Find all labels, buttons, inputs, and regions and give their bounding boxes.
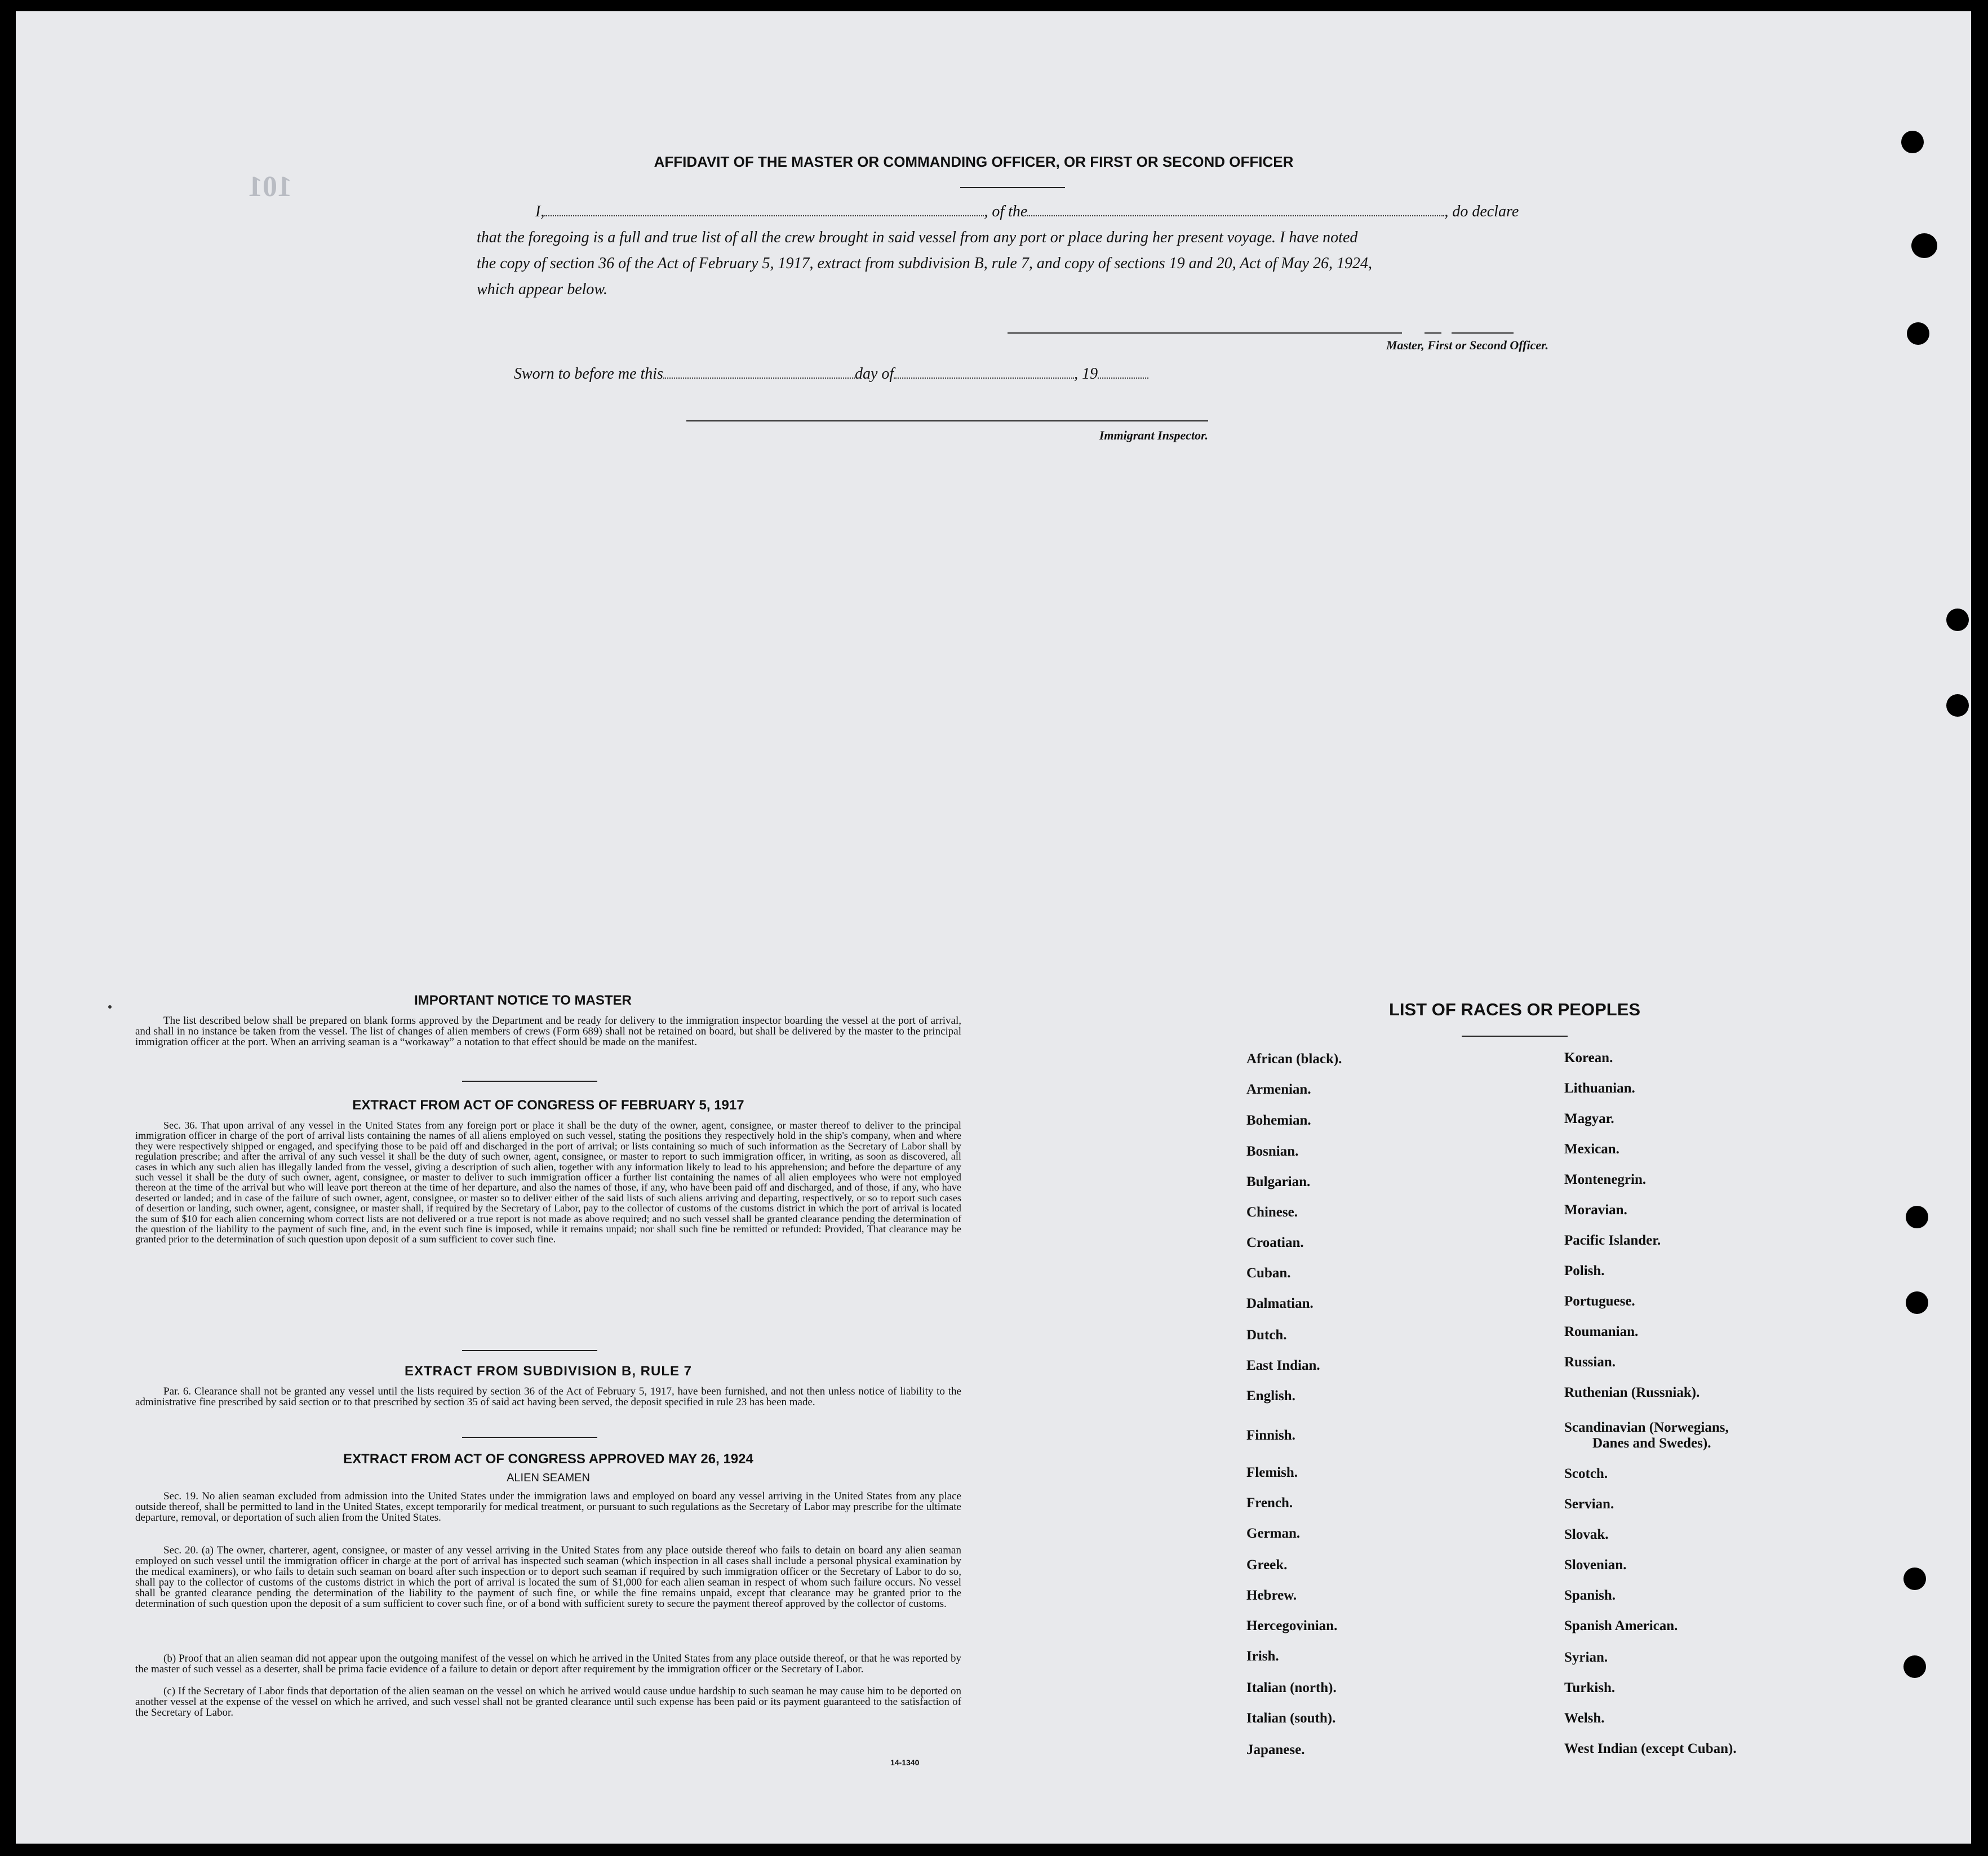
extract-1917-title: EXTRACT FROM ACT OF CONGRESS OF FEBRUARY 5, 1917 <box>352 1098 744 1113</box>
race-item: Scandinavian (Norwegians, <box>1564 1420 1729 1435</box>
race-item: Bulgarian. <box>1246 1174 1311 1189</box>
divider <box>960 187 1065 188</box>
extract-rule7-text: Par. 6. Clearance shall not be granted any vessel until the lists required by section 36 of the Act of February 5, 1917, have been furnished, and not then unless notice of liability to the administrative fine prescribed by said section or to that prescribed by section 35 of said act having been served, the deposit specified in rule 23 has been made. <box>135 1386 961 1408</box>
race-item: Russian. <box>1564 1355 1616 1370</box>
inspector-signature-label: Immigrant Inspector. <box>1099 428 1208 442</box>
race-item: African (black). <box>1246 1051 1342 1067</box>
affidavit-declare-label: , do declare <box>1444 203 1519 220</box>
race-item: Armenian. <box>1246 1082 1311 1097</box>
affidavit-i-label: I, <box>535 203 545 220</box>
master-signature-label: Master, First or Second Officer. <box>1386 338 1548 352</box>
race-item: Moravian. <box>1564 1202 1627 1218</box>
race-item: Irish. <box>1246 1649 1279 1664</box>
race-item: Dutch. <box>1246 1327 1287 1343</box>
sec20b-text: (b) Proof that an alien seaman did not appear upon the outgoing manifest of the vessel on which he arrived in the United States from any place outside thereof, or that he was reported by the master of such vessel as a deserter, shall be prima facie evidence of a failure to detain or deport after requirement by the immigration officer or the Secretary of Labor. <box>135 1653 961 1675</box>
race-item: Ruthenian (Russniak). <box>1564 1385 1700 1400</box>
race-item: Hebrew. <box>1246 1588 1297 1603</box>
race-item: Lithuanian. <box>1564 1081 1635 1096</box>
race-item: German. <box>1246 1526 1301 1541</box>
race-item: Spanish American. <box>1564 1618 1678 1633</box>
affidavit-line-4: which appear below. <box>477 281 608 298</box>
race-item: Servian. <box>1564 1497 1614 1512</box>
race-item: Scotch. <box>1564 1466 1608 1481</box>
document-page <box>16 11 1971 1844</box>
race-item: Finnish. <box>1246 1428 1295 1443</box>
race-item: Dalmatian. <box>1246 1296 1314 1311</box>
punch-hole <box>1907 322 1929 345</box>
race-item: Bohemian. <box>1246 1113 1311 1128</box>
race-item: French. <box>1246 1495 1293 1511</box>
race-item: Mexican. <box>1564 1142 1619 1157</box>
punch-hole <box>1901 131 1924 153</box>
race-item: Roumanian. <box>1564 1324 1639 1339</box>
name-blank[interactable] <box>544 215 984 216</box>
race-item: Danes and Swedes). <box>1592 1436 1711 1451</box>
extract-rule7-title: EXTRACT FROM SUBDIVISION B, RULE 7 <box>404 1364 693 1379</box>
race-item: Chinese. <box>1246 1205 1298 1220</box>
sec20c-text: (c) If the Secretary of Labor finds that deportation of the alien seaman on the vessel on which he arrived would cause undue hardship to such seaman he may cause him to be deported on another vessel at the expense of the vessel on which he arrived, and such vessel shall not be granted clearance until such expense has been paid or its payment guaranteed to the satisfaction of the Secretary of Labor. <box>135 1685 961 1719</box>
punch-hole <box>1903 1655 1926 1678</box>
divider <box>462 1350 597 1351</box>
race-item: Polish. <box>1564 1263 1605 1278</box>
race-item: Japanese. <box>1246 1742 1305 1757</box>
race-item: English. <box>1246 1388 1295 1404</box>
form-number: 14-1340 <box>890 1758 920 1767</box>
month-blank[interactable] <box>894 378 1074 379</box>
affidavit-line-1 <box>535 203 1519 221</box>
affidavit-line-2: that the foregoing is a full and true list of all the crew brought in said vessel from any port or place during her present voyage. I have noted <box>477 229 1358 246</box>
bullet-mark <box>108 1005 112 1009</box>
race-item: Croatian. <box>1246 1235 1304 1250</box>
margin-stamp: 101 <box>248 171 292 203</box>
year-label: , 19 <box>1074 365 1098 383</box>
day-of-label: day of <box>854 365 894 383</box>
punch-hole <box>1906 1206 1928 1228</box>
race-item: Greek. <box>1246 1557 1288 1573</box>
race-item: Slovak. <box>1564 1527 1609 1542</box>
race-item: Flemish. <box>1246 1465 1298 1480</box>
sec19-text: Sec. 19. No alien seaman excluded from admission into the United States under the immigration laws and employed on board any vessel arriving in the United States from any place outside thereof, shall be permitted to land in the United States, except temporarily for medical treatment, or pursuant to such regulations as the Secretary of Labor may prescribe for the ultimate departure, removal, or deportation of such alien from the United States. <box>135 1490 961 1524</box>
race-item: East Indian. <box>1246 1358 1320 1373</box>
punch-hole <box>1911 233 1937 258</box>
extract-1917-text: Sec. 36. That upon arrival of any vessel in the United States from any foreign port or place it shall be the duty of the owner, agent, consignee, or master thereof to deliver to the principal immigration officer in charge of the port of arrival lists containing the names of all aliens employed on such vessel, stating the positions they respectively hold in the ship's company, when and where they were respectively shipped or engaged, and specifying those to be paid off and discharged in the port of arrival; or lists containing so much of such information as the Secretary of Labor shall by regulation prescribe; and after the arrival of any such vessel it shall be the duty of such owner, agent, consignee, or master to report to such immigration officer, in writing, as soon as discovered, all cases in which any such alien has illegally landed from the vessel, giving a description of such alien, together with any information likely to lead to his apprehension; and before the departure of any such vessel it shall be the duty of such owner, agent, consignee, or master to deliver to such immigration officer a further list containing the names of all alien employees who were not employed thereon at the time of the arrival but who will leave port thereon at the time of her departure, and also the names of those, if any, who have been paid off and discharged, and of those, if any, who have deserted or landed; and in case of the failure of such owner, agent, consignee, or master so to deliver either of the said lists of such aliens arriving and departing, respectively, or so to report such cases of desertion or landing, such owner, agent, consignee, or master shall, if required by the Secretary of Labor, pay to the collector of customs of the customs district in which the port of arrival is located the sum of $10 for each alien concerning whom correct lists are not delivered or a true report is not made as above required; and no such vessel shall be granted clearance pending the determination of the question of the liability to the payment of such fine, and, in the event such fine is imposed, while it remains unpaid; nor shall such fine be remitted or refunded: Provided, That clearance may be granted prior to the determination of such question upon deposit of a sum sufficient to cover such fine. <box>135 1120 961 1245</box>
year-blank[interactable] <box>1098 378 1148 379</box>
race-item: Welsh. <box>1564 1711 1605 1726</box>
race-item: Portuguese. <box>1564 1294 1635 1309</box>
inspector-signature-line[interactable] <box>686 420 1208 421</box>
race-item: Italian (north). <box>1246 1680 1337 1695</box>
race-item: Italian (south). <box>1246 1711 1336 1726</box>
race-item: Magyar. <box>1564 1111 1614 1126</box>
race-item: Hercegovinian. <box>1246 1618 1338 1633</box>
master-signature-line[interactable] <box>1008 332 1402 334</box>
race-item: West Indian (except Cuban). <box>1564 1741 1737 1756</box>
punch-hole <box>1906 1291 1928 1314</box>
race-item: Korean. <box>1564 1050 1613 1065</box>
master-signature-line-extra <box>1452 332 1514 334</box>
race-item: Slovenian. <box>1564 1557 1627 1573</box>
day-blank[interactable] <box>663 378 855 379</box>
race-item: Spanish. <box>1564 1588 1616 1603</box>
vessel-blank[interactable] <box>1027 215 1444 216</box>
race-item: Pacific Islander. <box>1564 1233 1661 1248</box>
sworn-label: Sworn to before me this <box>514 365 663 383</box>
race-item: Turkish. <box>1564 1680 1616 1695</box>
punch-hole <box>1946 609 1969 631</box>
master-signature-line-extra <box>1425 332 1441 334</box>
sec20a-text: Sec. 20. (a) The owner, charterer, agent, consignee, or master of any vessel arriving in the United States from any place outside thereof who fails to detain on board any alien seaman employed on such vessel until the immigration officer in charge at the port of arrival has inspected such seaman (which inspection in all cases shall include a personal physical examination by the medical examiners), or who fails to detain such seaman on board after such inspection or to deport such seaman if required by such immigration officer or the Secretary of Labor to do so, shall pay to the collector of customs of the customs district in which the port of arrival is located the sum of $1,000 for each alien seaman in respect of whom such failure occurs. No vessel shall be granted clearance pending the determination of the liability to the payment of such fine, or while the fine remains unpaid, except that clearance may be granted prior to the determination of such question upon the deposit of a sum sufficient to cover such fine, or of a bond with sufficient surety to secure the payment thereof approved by the collector of customs. <box>135 1544 961 1610</box>
divider <box>462 1081 597 1082</box>
notice-title: IMPORTANT NOTICE TO MASTER <box>414 993 632 1008</box>
race-item: Bosnian. <box>1246 1144 1299 1159</box>
race-item: Montenegrin. <box>1564 1172 1647 1187</box>
races-title: LIST OF RACES OR PEOPLES <box>1388 1000 1641 1019</box>
punch-hole <box>1946 694 1969 717</box>
divider <box>462 1437 597 1438</box>
sworn-line <box>514 365 1148 383</box>
extract-1924-title: EXTRACT FROM ACT OF CONGRESS APPROVED MAY 26, 1924 <box>343 1451 753 1467</box>
race-item: Syrian. <box>1564 1650 1608 1665</box>
race-item: Cuban. <box>1246 1266 1291 1281</box>
divider <box>1462 1036 1568 1037</box>
affidavit-of-label: , of the <box>984 203 1028 220</box>
punch-hole <box>1903 1568 1926 1590</box>
extract-1924-subtitle: ALIEN SEAMEN <box>507 1472 590 1484</box>
affidavit-line-3: the copy of section 36 of the Act of February 5, 1917, extract from subdivision B, rule 7, and copy of sections 19 and 20, Act of May 26, 1924, <box>477 255 1373 272</box>
notice-text: The list described below shall be prepared on blank forms approved by the Department and be ready for delivery to the immigration inspector boarding the vessel at the port of arrival, and shall in no instance be taken from the vessel. The list of changes of alien members of crews (Form 689) shall not be retained on board, but shall be delivered by the master to the principal immigration officer at the port. When an arriving seaman is a “workaway” a notation to that effect should be made on the manifest. <box>135 1015 961 1048</box>
affidavit-title: AFFIDAVIT OF THE MASTER OR COMMANDING OFFICER, OR FIRST OR SECOND OFFICER <box>654 153 1294 170</box>
